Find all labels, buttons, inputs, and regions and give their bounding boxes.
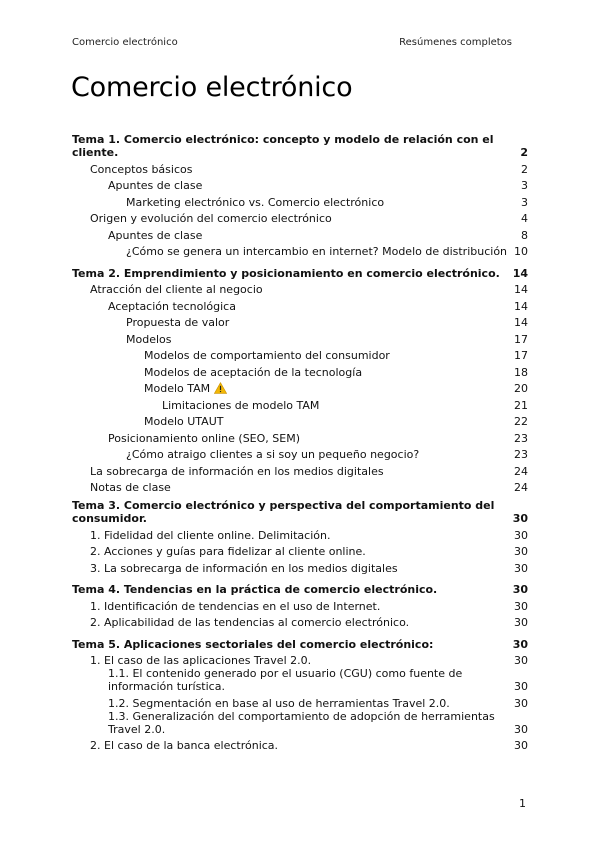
- toc-entry-modelo-tam[interactable]: Modelo TAM 20: [144, 382, 528, 395]
- toc-entry[interactable]: 1.2. Segmentación en base al uso de herramientas Travel 2.0. 30: [108, 696, 528, 710]
- toc-entry[interactable]: 1. Identificación de tendencias en el uso de Internet. 30: [90, 599, 528, 613]
- toc-entry[interactable]: 1. Fidelidad del cliente online. Delimitación. 30: [90, 528, 528, 542]
- toc-entry[interactable]: Modelos 17: [126, 332, 528, 346]
- toc-entry-tema-2[interactable]: Tema 2. Emprendimiento y posicionamiento en comercio electrónico. 14: [72, 266, 528, 280]
- toc-entry[interactable]: ¿Cómo atraigo clientes a si soy un pequeño negocio? 23: [126, 448, 528, 461]
- running-header-right: Resúmenes completos: [399, 37, 512, 48]
- toc-entry[interactable]: 3. La sobrecarga de información en los medios digitales 30: [90, 561, 528, 575]
- toc-entry[interactable]: La sobrecarga de información en los medios digitales 24: [90, 464, 528, 478]
- document-title: Comercio electrónico: [71, 72, 353, 103]
- toc-entry-tema-3[interactable]: Tema 3. Comercio electrónico y perspectiva del comportamiento del consumidor. 30: [72, 499, 528, 525]
- toc-entry-tema-4[interactable]: Tema 4. Tendencias en la práctica de comercio electrónico. 30: [72, 583, 528, 596]
- toc-entry[interactable]: ¿Cómo se genera un intercambio en internet? Modelo de distribución 10: [126, 245, 528, 258]
- toc-entry[interactable]: Atracción del cliente al negocio 14: [90, 283, 528, 296]
- table-of-contents: [72, 133, 528, 752]
- toc-entry-tema-1[interactable]: Tema 1. Comercio electrónico: concepto y modelo de relación con el cliente. 2: [72, 133, 528, 159]
- toc-entry[interactable]: Apuntes de clase 3: [108, 179, 528, 192]
- toc-entry[interactable]: Modelo UTAUT 22: [144, 415, 528, 428]
- toc-entry[interactable]: Modelos de aceptación de la tecnología 18: [144, 365, 528, 379]
- toc-entry[interactable]: Origen y evolución del comercio electrónico 4: [90, 212, 528, 225]
- toc-entry[interactable]: 1.1. El contenido generado por el usuario (CGU) como fuente de información turística. 30: [108, 667, 528, 693]
- toc-entry[interactable]: Conceptos básicos 2: [90, 162, 528, 176]
- warning-icon: [214, 382, 227, 394]
- toc-entry[interactable]: Limitaciones de modelo TAM 21: [162, 398, 528, 412]
- toc-entry[interactable]: 2. El caso de la banca electrónica. 30: [90, 739, 528, 752]
- toc-entry[interactable]: 2. Aplicabilidad de las tendencias al comercio electrónico. 30: [90, 616, 528, 629]
- toc-entry[interactable]: 2. Acciones y guías para fidelizar al cliente online. 30: [90, 545, 528, 558]
- toc-entry[interactable]: Modelos de comportamiento del consumidor 17: [144, 349, 528, 362]
- toc-entry[interactable]: Aceptación tecnológica 14: [108, 299, 528, 313]
- toc-entry[interactable]: Notas de clase 24: [90, 481, 528, 494]
- toc-entry[interactable]: Propuesta de valor 14: [126, 316, 528, 329]
- running-header-left: Comercio electrónico: [72, 37, 178, 48]
- toc-entry[interactable]: Posicionamiento online (SEO, SEM) 23: [108, 431, 528, 445]
- toc-entry[interactable]: Marketing electrónico vs. Comercio electrónico 3: [126, 195, 528, 209]
- toc-entry[interactable]: 1. El caso de las aplicaciones Travel 2.0. 30: [90, 654, 528, 667]
- toc-entry[interactable]: 1.3. Generalización del comportamiento de adopción de herramientas Travel 2.0. 30: [108, 709, 528, 736]
- toc-entry[interactable]: Apuntes de clase 8: [108, 228, 528, 242]
- toc-entry-tema-5[interactable]: Tema 5. Aplicaciones sectoriales del comercio electrónico: 30: [72, 637, 528, 651]
- page-number: 1: [519, 797, 526, 810]
